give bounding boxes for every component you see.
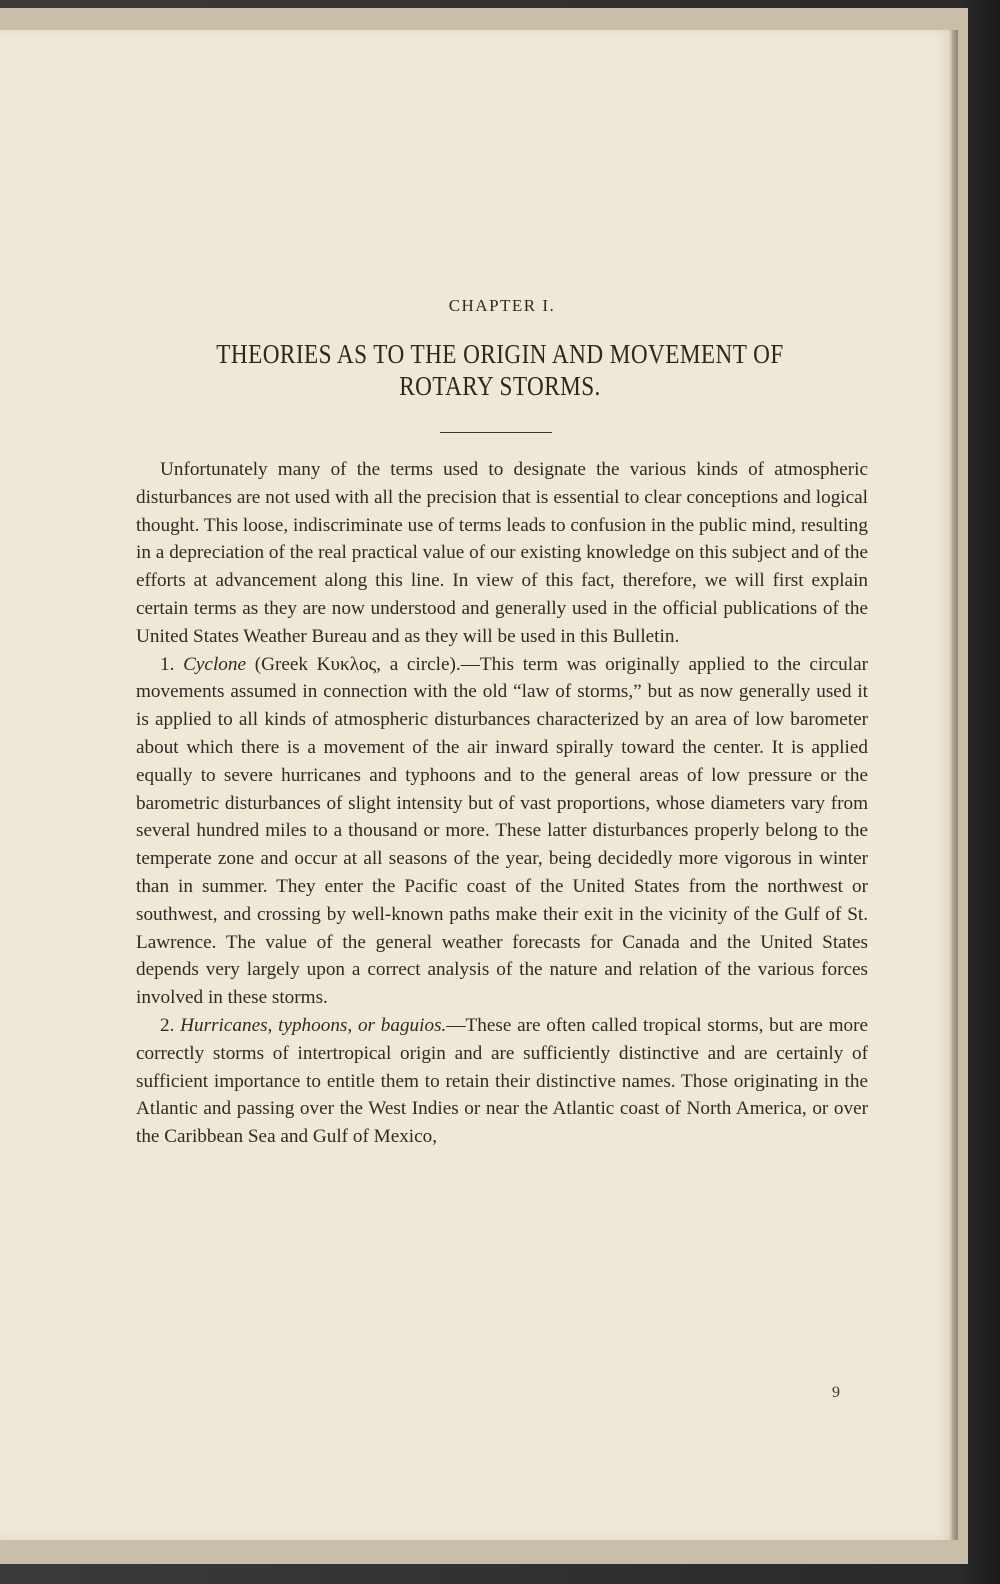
page-edge bbox=[952, 30, 958, 1540]
paragraph-number: 2. bbox=[160, 1014, 181, 1036]
chapter-title: THEORIES AS TO THE ORIGIN AND MOVEMENT OF ROTARY STORMS. bbox=[216, 339, 784, 401]
chapter-heading: CHAPTER I. bbox=[448, 296, 556, 315]
paragraph-cyclone bbox=[136, 651, 868, 1012]
paragraph-hurricanes bbox=[136, 1012, 868, 1151]
paragraph-text: —These are often called tropical storms, but are more correctly storms of intertropical origin and are sufficiently distinctive and are certainly of sufficient importance to entitle them to retain their distinctive names. Those originating in the Atlantic and passing over the West Indies or near the Atlantic coast of North America, or over the Caribbean Sea and Gulf of Mexico, bbox=[136, 1014, 869, 1148]
paragraph-text: (Greek Κυκλος, a circle).—This term was originally applied to the circular movements assumed in connection with the old “law of storms,” but as now generally used it is applied to all kinds of atmospheric disturbances characterized by an area of low barometer about which there is a movement of the air inward spirally toward the center. It is applied equally to severe hurricanes and typhoons and to the general areas of low pressure or the barometric disturbances of slight intensity but of vast proportions, whose diameters vary from several hundred miles to a thousand or more. These latter disturbances properly belong to the temperate zone and occur at all seasons of the year, being decidedly more vigorous in winter than in summer. They enter the Pacific coast of the United States from the northwest or southwest, and crossing by well-known paths make their exit in the vicinity of the Gulf of St. Lawrence. The value of the general weather forecasts for Canada and the United States depends very largely upon a correct analysis of the nature and relation of the various forces involved in these storms. bbox=[136, 653, 869, 1009]
paragraph-intro bbox=[136, 456, 868, 651]
body-text bbox=[136, 456, 868, 1151]
term-hurricanes: Hurricanes, typhoons, or baguios. bbox=[180, 1014, 447, 1036]
paragraph-number: 1. bbox=[160, 653, 184, 675]
paragraph-text: Unfortunately many of the terms used to designate the various kinds of atmospheric disturbances are not used with all the precision that is essential to clear conceptions and logical thought. This loose, indiscriminate use of terms leads to confusion in the public mind, resulting in a depreciation of the real practical value of our existing knowledge on this subject and of the efforts at advancement along this line. In view of this fact, therefore, we will first explain certain terms as they are now understood and generally used in the official publications of the United States Weather Bureau and as they will be used in this Bulletin. bbox=[136, 459, 868, 647]
term-cyclone: Cyclone bbox=[183, 653, 246, 675]
title-rule bbox=[440, 432, 552, 433]
page-number: 9 bbox=[832, 1384, 840, 1401]
